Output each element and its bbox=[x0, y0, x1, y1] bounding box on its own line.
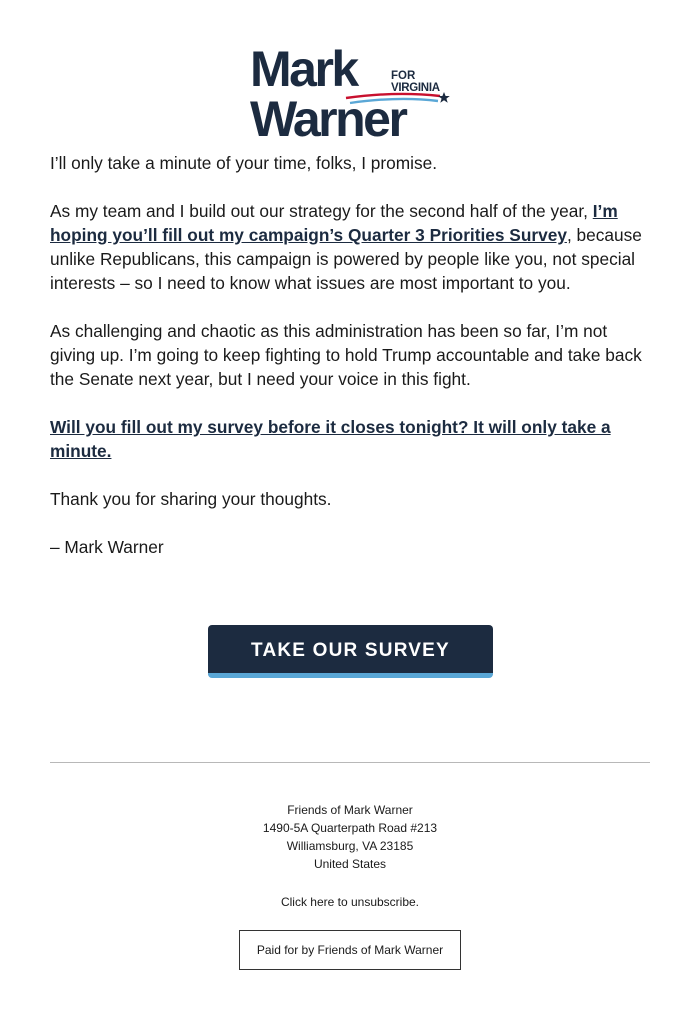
strategy-paragraph bbox=[50, 199, 652, 295]
footer-city: Williamsburg, VA 23185 bbox=[286, 839, 414, 853]
footer-street: 1490-5A Quarterpath Road #213 bbox=[262, 821, 438, 835]
unsubscribe-link[interactable]: Click here to unsubscribe. bbox=[280, 895, 420, 909]
intro-paragraph: I’ll only take a minute of your time, folks, I promise. bbox=[50, 153, 438, 173]
strategy-text-after: , because unlike Republicans, this campaign is powered by people like you, not special interests – so I need to know what issues are most important to you. bbox=[50, 225, 642, 293]
campaign-logo bbox=[248, 44, 454, 140]
logo-tag-state: VIRGINIA bbox=[391, 82, 440, 94]
survey-link-inline[interactable]: I’m hoping you’ll fill out my campaign’s Quarter 3 Priorities Survey bbox=[50, 201, 618, 245]
message-body bbox=[50, 151, 652, 583]
footer-address bbox=[0, 801, 700, 873]
footer-org: Friends of Mark Warner bbox=[287, 803, 413, 817]
paid-for-disclaimer: Paid for by Friends of Mark Warner bbox=[239, 930, 461, 970]
unsubscribe-line bbox=[0, 893, 700, 911]
survey-ask-paragraph bbox=[50, 415, 652, 463]
signature: – Mark Warner bbox=[50, 537, 164, 557]
fight-paragraph: As challenging and chaotic as this administration has been so far, I’m not giving up. I’m going to keep fighting to hold Trump accountable and take back the Senate next year, but I need your voice in this fight. bbox=[50, 321, 642, 389]
strategy-text-before: As my team and I build out our strategy for the second half of the year, bbox=[50, 201, 593, 221]
logo-line-mark: Mark bbox=[250, 44, 357, 97]
survey-link-bold[interactable]: Will you fill out my survey before it closes tonight? It will only take a minute. bbox=[50, 417, 611, 461]
logo-star-icon bbox=[438, 92, 450, 103]
logo-tag-for: FOR bbox=[391, 70, 416, 82]
footer-country: United States bbox=[313, 857, 387, 871]
logo-line-warner: Warner bbox=[250, 91, 406, 140]
footer-divider bbox=[50, 762, 650, 763]
thanks-paragraph: Thank you for sharing your thoughts. bbox=[50, 489, 332, 509]
take-survey-button[interactable]: TAKE OUR SURVEY bbox=[208, 625, 493, 678]
cta-container bbox=[208, 625, 493, 682]
